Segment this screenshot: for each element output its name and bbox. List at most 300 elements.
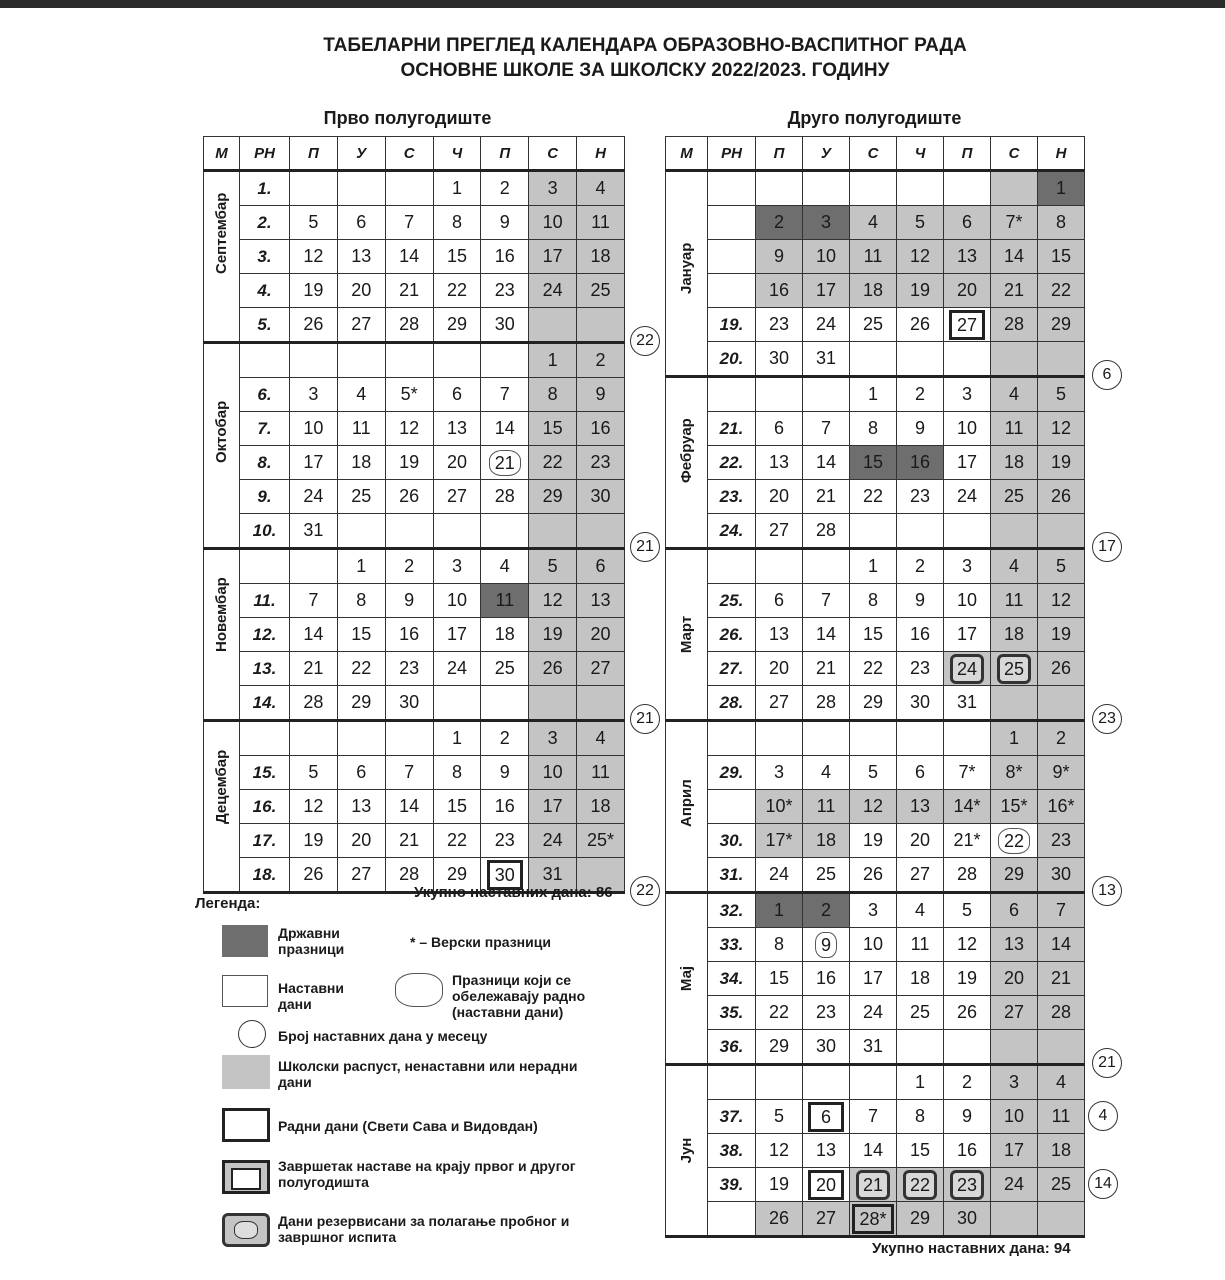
day-cell: 3 [991, 1065, 1038, 1100]
day-cell: 3 [290, 378, 338, 412]
week-number: 38. [708, 1134, 756, 1168]
day-cell [944, 342, 991, 377]
month-label: Април [666, 721, 708, 893]
day-cell: 20 [577, 618, 625, 652]
top-border [0, 0, 1225, 8]
day-cell: 7 [803, 412, 850, 446]
day-cell: 2 [385, 549, 433, 584]
day-cell [991, 514, 1038, 549]
day-cell: 29 [756, 1030, 803, 1065]
day-cell: 21* [944, 824, 991, 858]
day-cell [1038, 686, 1085, 721]
month-label: Март [666, 549, 708, 721]
day-cell: 7 [1038, 893, 1085, 928]
day-cell: 4 [337, 378, 385, 412]
header-cell: Н [1038, 137, 1085, 171]
day-cell: 5 [756, 1100, 803, 1134]
day-cell: 4 [991, 549, 1038, 584]
day-cell: 28 [803, 686, 850, 721]
day-cell: 8 [433, 206, 481, 240]
day-cell: 18 [991, 618, 1038, 652]
day-cell [529, 308, 577, 343]
day-cell: 8 [529, 378, 577, 412]
day-cell: 10 [529, 756, 577, 790]
week-number: 2. [240, 206, 290, 240]
day-cell: 19 [290, 824, 338, 858]
week-row [204, 584, 625, 618]
week-number: 29. [708, 756, 756, 790]
day-cell [850, 1065, 897, 1100]
day-cell: 2 [897, 377, 944, 412]
day-cell: 24 [433, 652, 481, 686]
week-row [204, 618, 625, 652]
day-cell [756, 171, 803, 206]
week-row [666, 756, 1085, 790]
day-cell: 20 [756, 480, 803, 514]
day-cell: 6 [577, 549, 625, 584]
header-cell: Н [577, 137, 625, 171]
day-cell: 4 [803, 756, 850, 790]
day-cell: 10 [991, 1100, 1038, 1134]
day-cell: 25 [991, 480, 1038, 514]
day-cell: 23 [897, 480, 944, 514]
day-cell: 16 [897, 446, 944, 480]
week-row [666, 1134, 1085, 1168]
day-cell: 27 [991, 996, 1038, 1030]
legend-swatch-working-holidays [395, 973, 443, 1007]
day-cell: 17* [756, 824, 803, 858]
week-number: 3. [240, 240, 290, 274]
week-number [240, 721, 290, 756]
day-cell [433, 686, 481, 721]
day-cell: 28 [481, 480, 529, 514]
week-number [708, 171, 756, 206]
day-cell: 27 [944, 308, 991, 342]
day-cell: 16 [756, 274, 803, 308]
day-cell: 18 [897, 962, 944, 996]
day-cell: 22 [897, 1168, 944, 1202]
day-cell: 13 [337, 790, 385, 824]
week-number: 10. [240, 514, 290, 549]
week-number: 28. [708, 686, 756, 721]
day-cell: 6 [337, 756, 385, 790]
day-cell [433, 514, 481, 549]
day-cell: 19 [290, 274, 338, 308]
legend-break: Школски распуст, ненаставни или нерадни дани [278, 1058, 578, 1090]
day-cell: 12 [385, 412, 433, 446]
day-cell: 4 [577, 721, 625, 756]
header-cell: М [204, 137, 240, 171]
day-cell: 3 [529, 171, 577, 206]
week-row [204, 171, 625, 206]
day-cell: 29 [850, 686, 897, 721]
day-cell: 24 [756, 858, 803, 893]
legend-end-of-term: Завршетак наставе на крају првог и другог полугодишта [278, 1158, 576, 1190]
day-cell: 28 [385, 858, 433, 893]
day-cell: 9 [481, 756, 529, 790]
day-cell: 18 [991, 446, 1038, 480]
day-cell [290, 721, 338, 756]
day-cell: 8 [897, 1100, 944, 1134]
day-cell [385, 721, 433, 756]
week-row [204, 446, 625, 480]
day-cell: 14 [850, 1134, 897, 1168]
day-cell: 15 [433, 790, 481, 824]
day-cell: 29 [897, 1202, 944, 1237]
week-row [666, 549, 1085, 584]
week-number: 13. [240, 652, 290, 686]
header-cell: У [803, 137, 850, 171]
day-cell: 7* [944, 756, 991, 790]
day-cell: 2 [944, 1065, 991, 1100]
legend-exam-days: Дани резервисани за полагање пробног и завршног испита [278, 1213, 570, 1245]
day-cell: 21 [803, 652, 850, 686]
day-cell [1038, 514, 1085, 549]
header-cell: Ч [433, 137, 481, 171]
day-cell: 26 [529, 652, 577, 686]
header-cell: П [481, 137, 529, 171]
day-cell: 15 [850, 618, 897, 652]
legend-swatch-exam-days [222, 1213, 270, 1247]
day-cell: 19 [897, 274, 944, 308]
day-cell: 8 [756, 928, 803, 962]
day-cell: 10 [433, 584, 481, 618]
day-cell: 30 [385, 686, 433, 721]
day-cell: 21 [991, 274, 1038, 308]
month-count-circle: 13 [1092, 876, 1122, 906]
day-cell: 30 [897, 686, 944, 721]
week-number [708, 1065, 756, 1100]
day-cell: 25 [577, 274, 625, 308]
day-cell: 29 [529, 480, 577, 514]
day-cell: 22 [991, 824, 1038, 858]
day-cell: 9 [803, 928, 850, 962]
day-cell: 18 [481, 618, 529, 652]
day-cell: 21 [803, 480, 850, 514]
week-row [204, 412, 625, 446]
week-number: 12. [240, 618, 290, 652]
day-cell: 16 [577, 412, 625, 446]
week-row [204, 343, 625, 378]
day-cell: 3 [944, 377, 991, 412]
day-cell: 16 [944, 1134, 991, 1168]
day-cell: 23 [577, 446, 625, 480]
month-label: Децембар [204, 721, 240, 893]
week-number: 37. [708, 1100, 756, 1134]
week-row [666, 790, 1085, 824]
day-cell: 30 [481, 858, 529, 893]
day-cell: 27 [433, 480, 481, 514]
legend-swatch-count-circle [238, 1020, 266, 1048]
day-cell: 13 [577, 584, 625, 618]
week-row [666, 1065, 1085, 1100]
day-cell: 25* [577, 824, 625, 858]
week-number: 21. [708, 412, 756, 446]
day-cell: 20 [803, 1168, 850, 1202]
day-cell: 8 [850, 584, 897, 618]
day-cell: 28 [1038, 996, 1085, 1030]
day-cell [944, 514, 991, 549]
day-cell: 19 [756, 1168, 803, 1202]
day-cell: 6 [803, 1100, 850, 1134]
day-cell: 4 [577, 171, 625, 206]
week-row [666, 377, 1085, 412]
day-cell: 13 [433, 412, 481, 446]
day-cell: 28 [803, 514, 850, 549]
legend-title: Легенда: [195, 895, 261, 912]
day-cell: 29 [1038, 308, 1085, 342]
week-number: 30. [708, 824, 756, 858]
day-cell: 26 [944, 996, 991, 1030]
day-cell: 7 [481, 378, 529, 412]
month-count-circle: 21 [630, 704, 660, 734]
day-cell: 8 [850, 412, 897, 446]
day-cell [944, 171, 991, 206]
day-cell: 31 [850, 1030, 897, 1065]
day-cell [337, 343, 385, 378]
day-cell: 11 [803, 790, 850, 824]
day-cell [577, 514, 625, 549]
day-cell: 6 [756, 412, 803, 446]
day-cell: 16* [1038, 790, 1085, 824]
day-cell: 27 [756, 686, 803, 721]
day-cell: 16 [803, 962, 850, 996]
day-cell: 30 [577, 480, 625, 514]
day-cell: 13 [897, 790, 944, 824]
legend-teaching-days: Наставни дани [278, 980, 344, 1012]
day-cell [991, 1202, 1038, 1237]
day-cell: 8 [1038, 206, 1085, 240]
week-count-circle: 14 [1088, 1169, 1118, 1199]
day-cell: 3 [803, 206, 850, 240]
day-cell: 15 [337, 618, 385, 652]
day-cell: 14* [944, 790, 991, 824]
day-cell: 4 [1038, 1065, 1085, 1100]
day-cell: 26 [290, 308, 338, 343]
day-cell: 24 [991, 1168, 1038, 1202]
day-cell: 3 [944, 549, 991, 584]
week-row [666, 584, 1085, 618]
week-number: 36. [708, 1030, 756, 1065]
day-cell: 11 [991, 584, 1038, 618]
week-number: 32. [708, 893, 756, 928]
day-cell: 31 [529, 858, 577, 893]
header-cell: С [850, 137, 897, 171]
day-cell [850, 342, 897, 377]
week-number: 15. [240, 756, 290, 790]
day-cell [944, 721, 991, 756]
day-cell [337, 721, 385, 756]
header-cell: С [385, 137, 433, 171]
week-row [204, 549, 625, 584]
week-row [204, 824, 625, 858]
week-number: 34. [708, 962, 756, 996]
day-cell: 12 [897, 240, 944, 274]
day-cell: 12 [529, 584, 577, 618]
day-cell: 19 [1038, 618, 1085, 652]
day-cell [529, 686, 577, 721]
week-row [666, 858, 1085, 893]
day-cell: 19 [529, 618, 577, 652]
day-cell [850, 721, 897, 756]
day-cell: 7 [385, 756, 433, 790]
header-cell: РН [240, 137, 290, 171]
week-row [666, 824, 1085, 858]
week-number: 4. [240, 274, 290, 308]
week-number: 25. [708, 584, 756, 618]
day-cell: 10 [850, 928, 897, 962]
day-cell [897, 1030, 944, 1065]
day-cell: 17 [850, 962, 897, 996]
day-cell: 15 [433, 240, 481, 274]
day-cell [897, 171, 944, 206]
week-number: 20. [708, 342, 756, 377]
day-cell: 20 [337, 824, 385, 858]
day-cell: 1 [529, 343, 577, 378]
day-cell: 5 [850, 756, 897, 790]
week-number: 16. [240, 790, 290, 824]
day-cell: 1 [433, 721, 481, 756]
day-cell: 5 [529, 549, 577, 584]
day-cell: 26 [290, 858, 338, 893]
week-number: 1. [240, 171, 290, 206]
day-cell: 28 [385, 308, 433, 343]
week-number: 18. [240, 858, 290, 893]
month-label: Новембар [204, 549, 240, 721]
legend-count-circle: Број наставних дана у месецу [278, 1028, 488, 1044]
day-cell: 15 [897, 1134, 944, 1168]
day-cell: 17 [529, 240, 577, 274]
day-cell: 2 [803, 893, 850, 928]
day-cell: 21 [385, 274, 433, 308]
week-number: 39. [708, 1168, 756, 1202]
day-cell: 20 [756, 652, 803, 686]
day-cell: 25 [991, 652, 1038, 686]
day-cell: 21 [850, 1168, 897, 1202]
day-cell: 9 [481, 206, 529, 240]
day-cell: 26 [385, 480, 433, 514]
day-cell: 16 [481, 790, 529, 824]
legend-swatch-teaching-days [222, 975, 268, 1007]
day-cell: 26 [897, 308, 944, 342]
header-cell: РН [708, 137, 756, 171]
day-cell: 25 [803, 858, 850, 893]
day-cell [803, 1065, 850, 1100]
day-cell: 28 [944, 858, 991, 893]
day-cell: 17 [944, 618, 991, 652]
day-cell: 1 [991, 721, 1038, 756]
day-cell [897, 514, 944, 549]
header-cell: У [337, 137, 385, 171]
day-cell: 19 [385, 446, 433, 480]
week-number [240, 343, 290, 378]
day-cell [850, 514, 897, 549]
day-cell: 8* [991, 756, 1038, 790]
day-cell: 2 [577, 343, 625, 378]
day-cell: 9 [756, 240, 803, 274]
day-cell: 29 [433, 858, 481, 893]
day-cell: 27 [577, 652, 625, 686]
day-cell: 22 [756, 996, 803, 1030]
day-cell: 8 [433, 756, 481, 790]
week-number: 5. [240, 308, 290, 343]
day-cell [290, 549, 338, 584]
day-cell: 14 [1038, 928, 1085, 962]
day-cell: 11 [991, 412, 1038, 446]
day-cell: 24 [290, 480, 338, 514]
day-cell [897, 721, 944, 756]
day-cell: 25 [1038, 1168, 1085, 1202]
week-number: 19. [708, 308, 756, 342]
day-cell: 20 [944, 274, 991, 308]
day-cell [290, 171, 338, 206]
day-cell: 15 [529, 412, 577, 446]
day-cell: 27 [756, 514, 803, 549]
week-row [666, 618, 1085, 652]
week-row [666, 1168, 1085, 1202]
day-cell: 12 [1038, 584, 1085, 618]
week-row [666, 240, 1085, 274]
day-cell: 1 [433, 171, 481, 206]
week-number: 31. [708, 858, 756, 893]
day-cell: 23 [803, 996, 850, 1030]
day-cell: 11 [1038, 1100, 1085, 1134]
day-cell [1038, 1202, 1085, 1237]
day-cell: 18 [1038, 1134, 1085, 1168]
day-cell: 29 [337, 686, 385, 721]
day-cell [803, 377, 850, 412]
day-cell: 17 [529, 790, 577, 824]
month-label: Фебруар [666, 377, 708, 549]
day-cell [385, 171, 433, 206]
day-cell [529, 514, 577, 549]
day-cell [803, 549, 850, 584]
week-number: 24. [708, 514, 756, 549]
day-cell: 24 [529, 824, 577, 858]
week-number [708, 721, 756, 756]
day-cell: 23 [897, 652, 944, 686]
day-cell: 11 [850, 240, 897, 274]
day-cell: 11 [577, 206, 625, 240]
calendar-semester-1 [203, 136, 625, 894]
day-cell: 24 [850, 996, 897, 1030]
week-count-circle: 4 [1088, 1101, 1118, 1131]
header-cell: С [991, 137, 1038, 171]
day-cell [481, 686, 529, 721]
day-cell: 2 [1038, 721, 1085, 756]
day-cell: 30 [944, 1202, 991, 1237]
month-count-circle: 17 [1092, 532, 1122, 562]
week-row [666, 996, 1085, 1030]
day-cell [756, 721, 803, 756]
day-cell: 25 [897, 996, 944, 1030]
day-cell: 14 [385, 790, 433, 824]
day-cell: 13 [756, 446, 803, 480]
day-cell: 28 [991, 308, 1038, 342]
day-cell: 19 [850, 824, 897, 858]
day-cell: 24 [803, 308, 850, 342]
header-cell: П [944, 137, 991, 171]
week-number: 9. [240, 480, 290, 514]
legend-swatch-work-days [222, 1108, 270, 1142]
week-row [204, 274, 625, 308]
day-cell: 4 [850, 206, 897, 240]
day-cell: 3 [756, 756, 803, 790]
week-number: 22. [708, 446, 756, 480]
day-cell: 19 [944, 962, 991, 996]
day-cell: 1 [850, 377, 897, 412]
day-cell: 21 [290, 652, 338, 686]
